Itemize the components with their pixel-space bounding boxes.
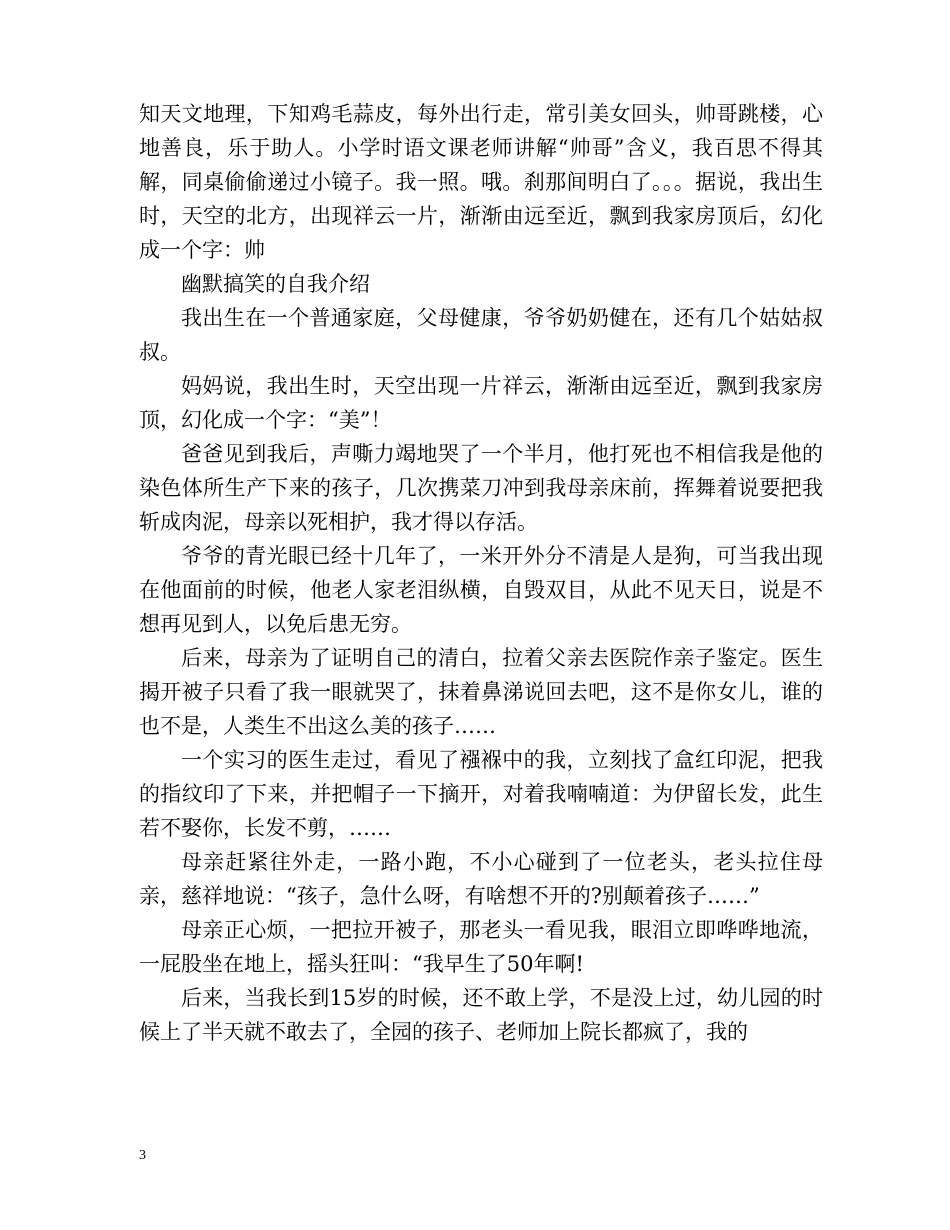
document-body <box>139 97 823 1049</box>
paragraph-5: 爷爷的青光眼已经十几年了，一米开外分不清是人是狗，可当我出现在他面前的时候，他老人家老泪纵横，自毁双目，从此不见天日，说是不想再见到人，以免后患无穷。 <box>139 544 823 636</box>
paragraph-3: 妈妈说，我出生时，天空出现一片祥云，渐渐由远至近，飘到我家房顶，幻化成一个字：“美”！ <box>139 374 823 432</box>
paragraph-9: 母亲正心烦，一把拉开被子，那老头一看见我，眼泪立即哗哗地流，一屁股坐在地上，摇头狂叫：“我早生了50年啊! <box>139 918 823 976</box>
paragraph-10: 后来，当我长到15岁的时候，还不敢上学，不是没上过，幼儿园的时候上了半天就不敢去了，全园的孩子、老师加上院长都疯了，我的 <box>139 986 823 1044</box>
paragraph-6: 后来，母亲为了证明自己的清白，拉着父亲去医院作亲子鉴定。医生揭开被子只看了我一眼就哭了，抹着鼻涕说回去吧，这不是你女儿，谁的也不是，人类生不出这么美的孩子…… <box>139 646 823 738</box>
paragraph-4: 爸爸见到我后，声嘶力竭地哭了一个半月，他打死也不相信我是他的染色体所生产下来的孩子，几次携菜刀冲到我母亲床前，挥舞着说要把我斩成肉泥，母亲以死相护，我才得以存活。 <box>139 442 823 534</box>
paragraph-8: 母亲赶紧往外走，一路小跑，不小心碰到了一位老头，老头拉住母亲，慈祥地说：“孩子，急什么呀，有啥想不开的?别颠着孩子……” <box>139 850 823 908</box>
section-heading: 幽默搞笑的自我介绍 <box>181 272 370 296</box>
paragraph-7: 一个实习的医生走过，看见了襁褓中的我，立刻找了盒红印泥，把我的指纹印了下来，并把帽子一下摘开，对着我喃喃道：为伊留长发，此生若不娶你，长发不剪，…… <box>139 748 823 840</box>
page-number: 3 <box>139 1148 146 1163</box>
paragraph-2: 我出生在一个普通家庭，父母健康，爷爷奶奶健在，还有几个姑姑叔叔。 <box>139 306 823 364</box>
paragraph-1: 知天文地理，下知鸡毛蒜皮，每外出行走，常引美女回头，帅哥跳楼，心地善良，乐于助人。小学时语文课老师讲解“帅哥”含义，我百思不得其解，同桌偷偷递过小镜子。我一照。哦。刹那间明白了。。。据说，我出生时，天空的北方，出现祥云一片，渐渐由远至近，飘到我家房顶后，幻化成一个字：帅 <box>139 102 823 262</box>
